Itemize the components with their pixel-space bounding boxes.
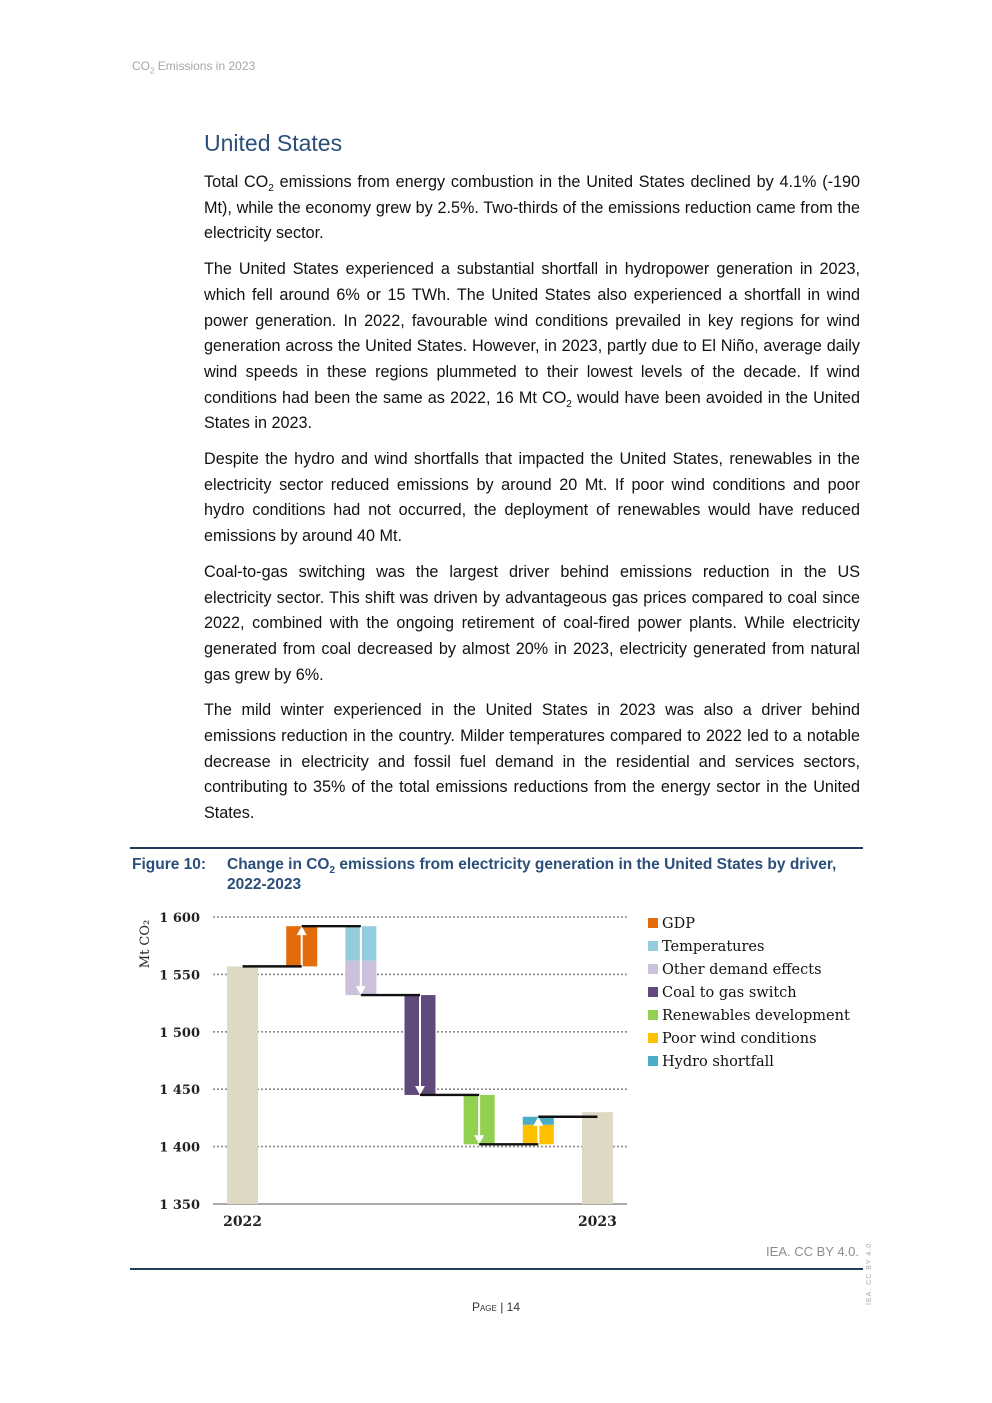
paragraph: The mild winter experienced in the United States in 2023 was also a driver behind emissions reduction in the country. Milder temperatures compared to 2022 led to a notable decrease in electricity and fossil fuel demand in the residential and services sectors, contributing to 35% of the total emissions reductions from the energy sector in the United States. [204,701,860,823]
legend-label: Coal to gas switch [662,985,797,1001]
legend-label: Other demand effects [662,962,822,978]
figure-top-rule [130,847,863,849]
legend-swatch [648,1056,658,1066]
y-tick-label: 1 400 [159,1140,200,1156]
figure-bottom-rule [130,1268,863,1270]
page-number: Page | 14 [471,1300,521,1314]
figure-source: IEA. CC BY 4.0. [766,1244,859,1259]
legend-swatch [648,1010,658,1020]
x-tick-label: 2023 [577,1214,617,1230]
y-tick-label: 1 450 [159,1083,200,1099]
y-tick-label: 1 600 [159,911,200,926]
legend-swatch [648,987,658,997]
waterfall-chart [130,900,862,1232]
side-license: IEA. CC BY 4.0. [866,1239,873,1305]
total-bar-2023 [582,1112,613,1204]
legend-swatch [648,1033,658,1043]
figure-label: Figure 10: [132,856,207,873]
paragraph: The United States experienced a substantial shortfall in hydropower generation in 2023, which fell around 6% or 15 TWh. The United States also experienced a shortfall in wind power generation. In 2022, favourable wind conditions prevailed in key regions for wind generation across the United States. However, in 2023, partly due to El Niño, average daily wind speeds in these regions plummeted to their lowest levels of the decade. If wind conditions had been the same as 2022, 16 Mt $CO_2$ would have been avoided in the United States in 2023. [204,260,860,433]
x-tick-label: 2022 [223,1214,263,1230]
running-header: $CO_2$ Emissions in 2023 [132,59,256,76]
y-axis-title: Mt CO₂ [138,919,153,969]
legend-label: Poor wind conditions [662,1031,817,1047]
legend-label: GDP [662,916,695,932]
legend-swatch [648,964,658,974]
legend-swatch [648,918,658,928]
figure-caption [132,855,862,895]
body-text [204,170,860,837]
y-tick-label: 1 500 [159,1025,200,1041]
legend-swatch [648,941,658,951]
paragraph: Total $CO_2$ emissions from energy combustion in the United States declined by 4.1% (-190 Mt), while the economy grew by 2.5%. Two-thirds of the emissions reduction came from the electricity sector. [204,173,860,243]
y-tick-label: 1 350 [159,1198,200,1213]
y-tick-label: 1 550 [159,968,200,984]
legend-label: Hydro shortfall [662,1054,774,1070]
legend-label: Temperatures [662,939,765,955]
paragraph: Coal-to-gas switching was the largest driver behind emissions reduction in the US electricity sector. This shift was driven by advantageous gas prices compared to coal since 2022, combined with the ongoing retirement of coal-fired power plants. While electricity generated from coal decreased by almost 20% in 2023, electricity generated from natural gas grew by 6%. [204,562,860,684]
paragraph: Despite the hydro and wind shortfalls that impacted the United States, renewables in the electricity sector reduced emissions by around 20 Mt. If poor wind conditions and poor hydro conditions had not occurred, the deployment of renewables would have reduced emissions by around 40 Mt. [204,450,860,546]
legend-label: Renewables development [662,1008,850,1024]
figure-title: Change in $CO_2$ emissions from electricity generation in the United States by driver, 2022-2023 [227,856,837,893]
section-title: United States [204,130,343,156]
total-bar-2022 [227,966,258,1204]
